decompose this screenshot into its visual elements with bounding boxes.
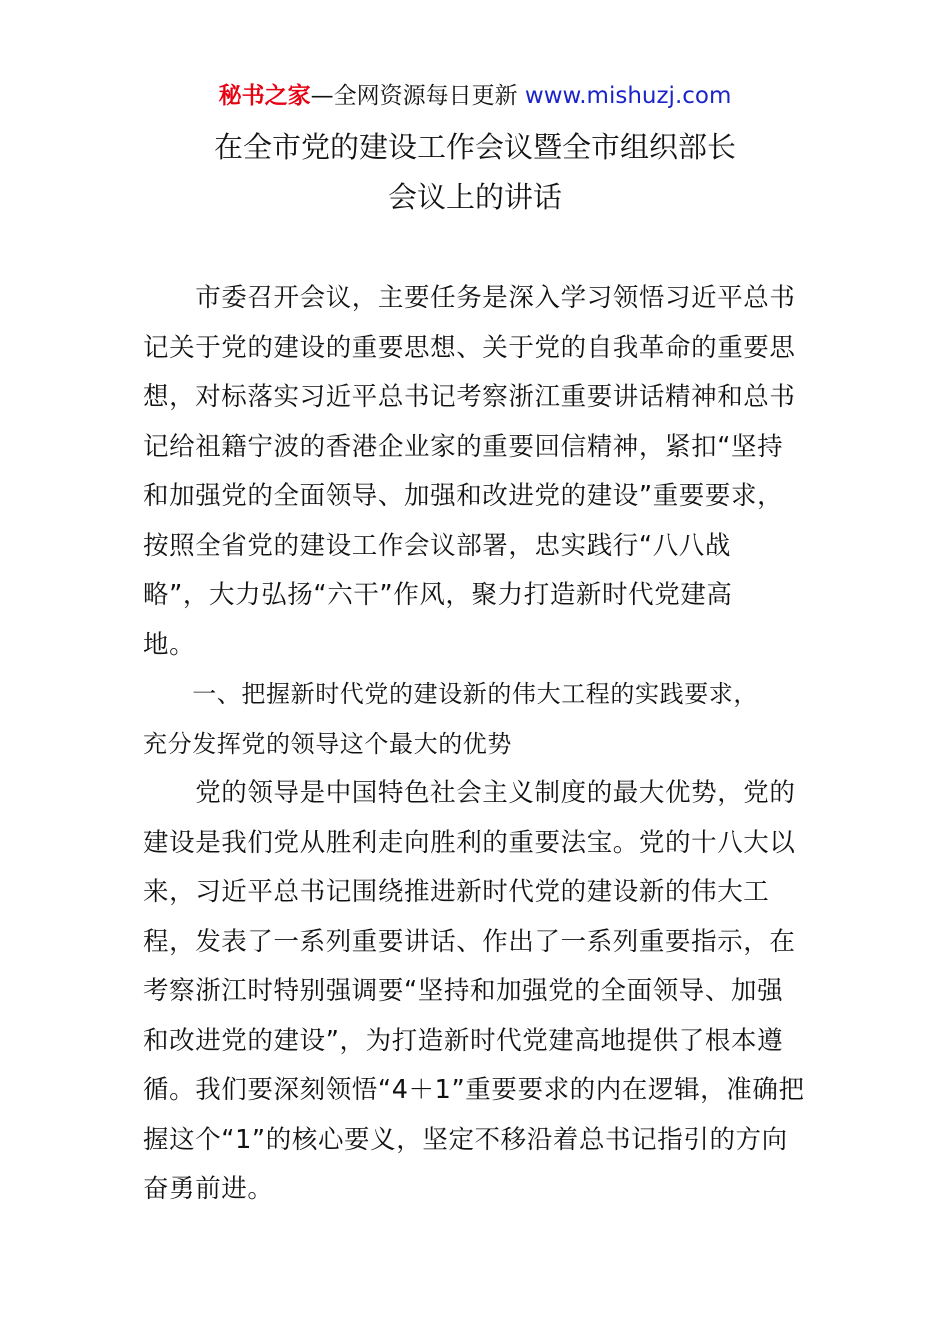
text-line: 建设是我们党从胜利走向胜利的重要法宝。党的十八大以 [143,827,796,858]
text-line: 来，习近平总书记围绕推进新时代党的建设新的伟大工 [143,877,770,907]
heading-line: 一、把握新时代党的建设新的伟大工程的实践要求， [143,680,758,708]
text-line: 奋勇前进。 [143,1174,274,1204]
text-line: 和改进党的建设”，为打造新时代党建高地提供了根本遵 [143,1025,784,1056]
text-line: 记给祖籍宁波的香港企业家的重要回信精神，紧扣“坚持 [143,431,784,462]
document-title-line-1: 在全市党的建设工作会议暨全市组织部长 [213,130,736,164]
site-header [0,80,950,112]
brand-name: 秘书之家 [218,83,311,109]
text-line: 党的领导是中国特色社会主义制度的最大优势，党的 [143,778,796,808]
text-line: 考察浙江时特别强调要“坚持和加强党的全面领导、加强 [143,976,784,1006]
paragraph-intro [143,274,811,670]
paragraph-section-1 [143,769,811,1215]
text-line: 握这个“1”的核心要义，坚定不移沿着总书记指引的方向 [143,1124,788,1155]
heading-line: 充分发挥党的领导这个最大的优势 [143,729,512,758]
site-url-link[interactable]: www.mishuzj.com [524,83,732,109]
text-line: 记关于党的建设的重要思想、关于党的自我革命的重要思 [143,332,796,363]
section-heading-1 [143,670,811,769]
text-line: 程，发表了一系列重要讲话、作出了一系列重要指示，在 [143,926,796,957]
text-line: 地。 [143,629,196,660]
text-line: 略”，大力弘扬“六干”作风，聚力打造新时代党建高 [143,580,733,610]
document-title-line-2: 会议上的讲话 [387,180,562,214]
text-line: 市委召开会议，主要任务是深入学习领悟习近平总书 [143,283,796,313]
text-line: 按照全省党的建设工作会议部署，忠实践行“八八战 [143,530,732,561]
text-line: 想，对标落实习近平总书记考察浙江重要讲话精神和总书 [143,382,796,412]
text-line: 循。我们要深刻领悟“4＋1”重要要求的内在逻辑，准确把 [143,1075,805,1105]
header-tagline: —全网资源每日更新 [310,83,525,109]
document-body [143,274,811,1215]
text-line: 和加强党的全面领导、加强和改进党的建设”重要要求， [143,481,784,511]
